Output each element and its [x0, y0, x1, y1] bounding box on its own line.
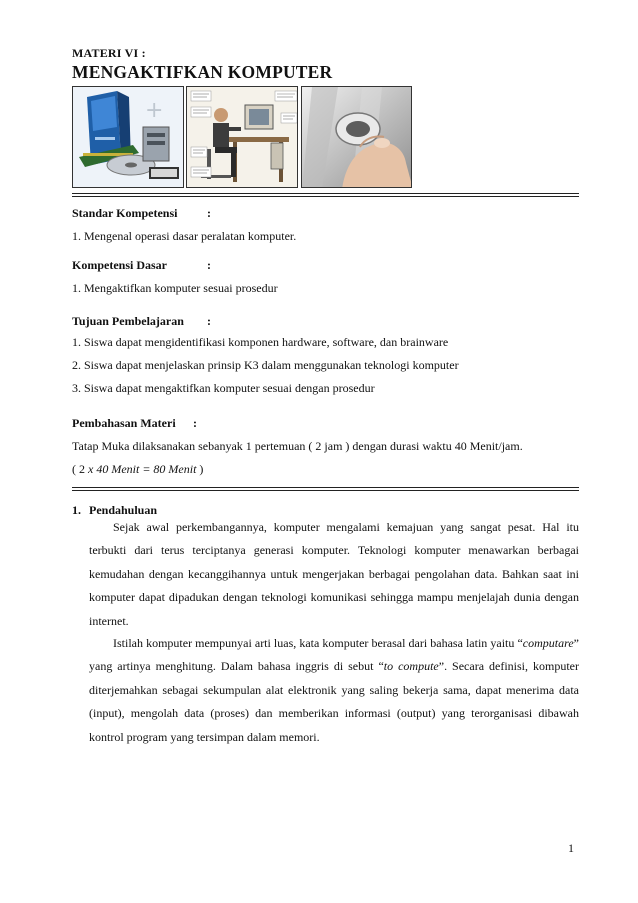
durasi-formula — [72, 462, 203, 477]
para2-italic-to-compute: to compute — [383, 659, 439, 674]
paragraph-1-text: Sejak awal perkembangannya, komputer mengalami kemajuan yang sangat pesat. Hal itu terbukti dari terus terciptanya generasi komputer. Teknologi komputer menawarkan berbagai kemudahan dengan kecanggihannya untuk mengerjakan berbagai pengolahan data. Bahkan saat ini komputer dapat dipadukan dengan teknologi komunikasi sehingga mampu menjelajah dunia dengan internet. — [89, 520, 579, 628]
tujuan-item-2: 2. Siswa dapat menjelaskan prinsip K3 dalam menggunakan teknologi komputer — [72, 358, 459, 372]
standar-kompetensi-colon: : — [207, 206, 211, 220]
pembahasan-materi-label: Pembahasan Materi — [72, 416, 176, 430]
software-hardware-photo — [72, 86, 184, 188]
tujuan-pembelajaran-label: Tujuan Pembelajaran — [72, 314, 184, 328]
standar-kompetensi-item: 1. Mengenal operasi dasar peralatan komputer. — [72, 229, 297, 243]
paragraph-2 — [89, 632, 579, 749]
durasi-open: ( 2 — [72, 462, 88, 476]
tujuan-item-1: 1. Siswa dapat mengidentifikasi komponen hardware, software, dan brainware — [72, 335, 449, 349]
tujuan-pembelajaran-colon: : — [207, 314, 211, 328]
paragraph-1 — [89, 516, 579, 633]
tatap-muka-line: Tatap Muka dilaksanakan sebanyak 1 pertemuan ( 2 jam ) dengan durasi waktu 40 Menit/jam. — [72, 439, 523, 453]
para2-part-a: Istilah komputer mempunyai arti luas, kata komputer berasal dari bahasa latin yaitu “ — [113, 636, 523, 650]
pembahasan-materi-colon: : — [193, 416, 197, 430]
section-heading: Pendahuluan — [89, 503, 158, 517]
header-divider — [72, 193, 579, 197]
power-button-photo — [301, 86, 412, 188]
para2-part-b: ” yang artinya menghitung. Dalam bahasa inggris di sebut “ — [89, 636, 579, 674]
materi-label: MATERI VI : — [72, 46, 146, 60]
para2-italic-computare: computare — [522, 636, 574, 650]
kompetensi-dasar-colon: : — [207, 258, 211, 272]
durasi-close: ) — [196, 462, 204, 476]
section-number: 1. — [72, 503, 81, 517]
section-divider — [72, 487, 579, 491]
paragraph-2-text — [89, 632, 579, 749]
kompetensi-dasar-label: Kompetensi Dasar — [72, 258, 167, 272]
para2-part-c: ”. Secara definisi, komputer diterjemahkan sebagai sekumpulan alat elektronik yang saling bekerja sama, dapat menerima data (input), mengolah data (proses) dan memberikan informasi (output) yang terorganisasi dibawah kontrol program yang tersimpan dalam memori. — [89, 659, 579, 744]
standar-kompetensi-label: Standar Kompetensi — [72, 206, 178, 220]
durasi-italic: x 40 Menit = 80 Menit — [88, 462, 197, 476]
ergonomics-illustration — [186, 86, 298, 188]
page-number: 1 — [568, 841, 574, 855]
tujuan-item-3: 3. Siswa dapat mengaktifkan komputer sesuai dengan prosedur — [72, 381, 375, 395]
svg-text:+: + — [145, 98, 164, 123]
kompetensi-dasar-item: 1. Mengaktifkan komputer sesuai prosedur — [72, 281, 278, 295]
page-title: MENGAKTIFKAN KOMPUTER — [72, 62, 333, 82]
